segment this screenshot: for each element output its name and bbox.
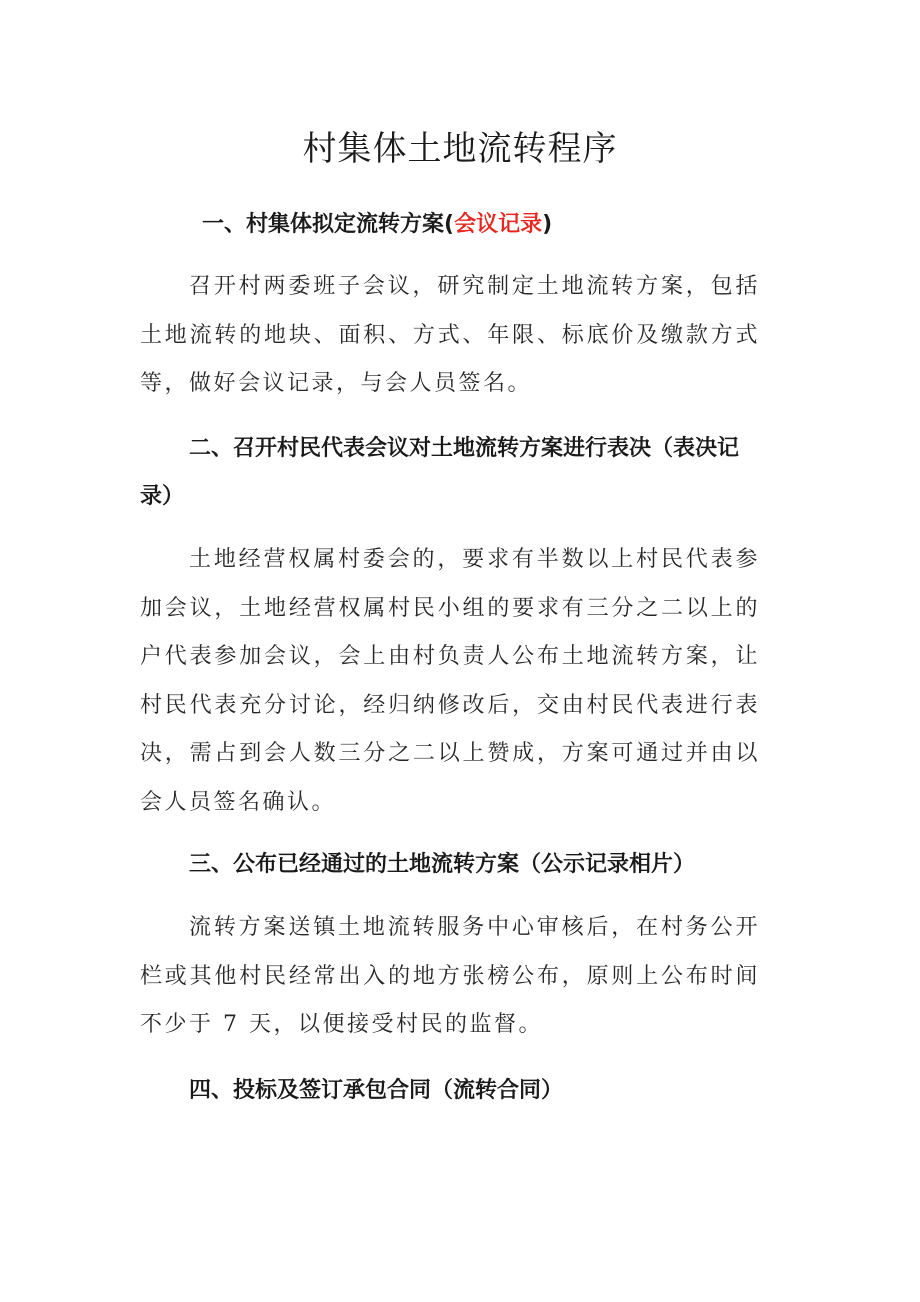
section-1-heading-prefix: 一、村集体拟定流转方案( — [202, 212, 455, 237]
document-title: 村集体土地流转程序 — [302, 129, 618, 169]
section-1-heading-highlight: 会议记录 — [454, 212, 543, 237]
section-2-body: 土地经营权属村委会的，要求有半数以上村民代表参加会议，土地经营权属村民小组的要求有三分之二以上的户代表参加会议，会上由村负责人公布土地流转方案，让村民代表充分讨论，经归纳修改后，交由村民代表进行表决，需占到会人数三分之二以上赞成，方案可通过并由以会人员签名确认。 — [140, 547, 760, 815]
section-4-heading: 四、投标及签订承包合同（流转合同） — [189, 1078, 564, 1103]
section-3-heading: 三、公布已经通过的土地流转方案（公示记录相片） — [189, 852, 696, 877]
section-3-body: 流转方案送镇土地流转服务中心审核后，在村务公开栏或其他村民经常出入的地方张榜公布，原则上公布时间不少于 7 天，以便接受村民的监督。 — [140, 915, 760, 1037]
section-1-heading — [202, 201, 552, 249]
section-1-body: 召开村两委班子会议，研究制定土地流转方案，包括土地流转的地块、面积、方式、年限、标底价及缴款方式等，做好会议记录，与会人员签名。 — [140, 274, 760, 396]
section-2-heading: 二、召开村民代表会议对土地流转方案进行表决（表决记录） — [140, 436, 740, 509]
section-1-heading-suffix: ) — [542, 212, 553, 237]
